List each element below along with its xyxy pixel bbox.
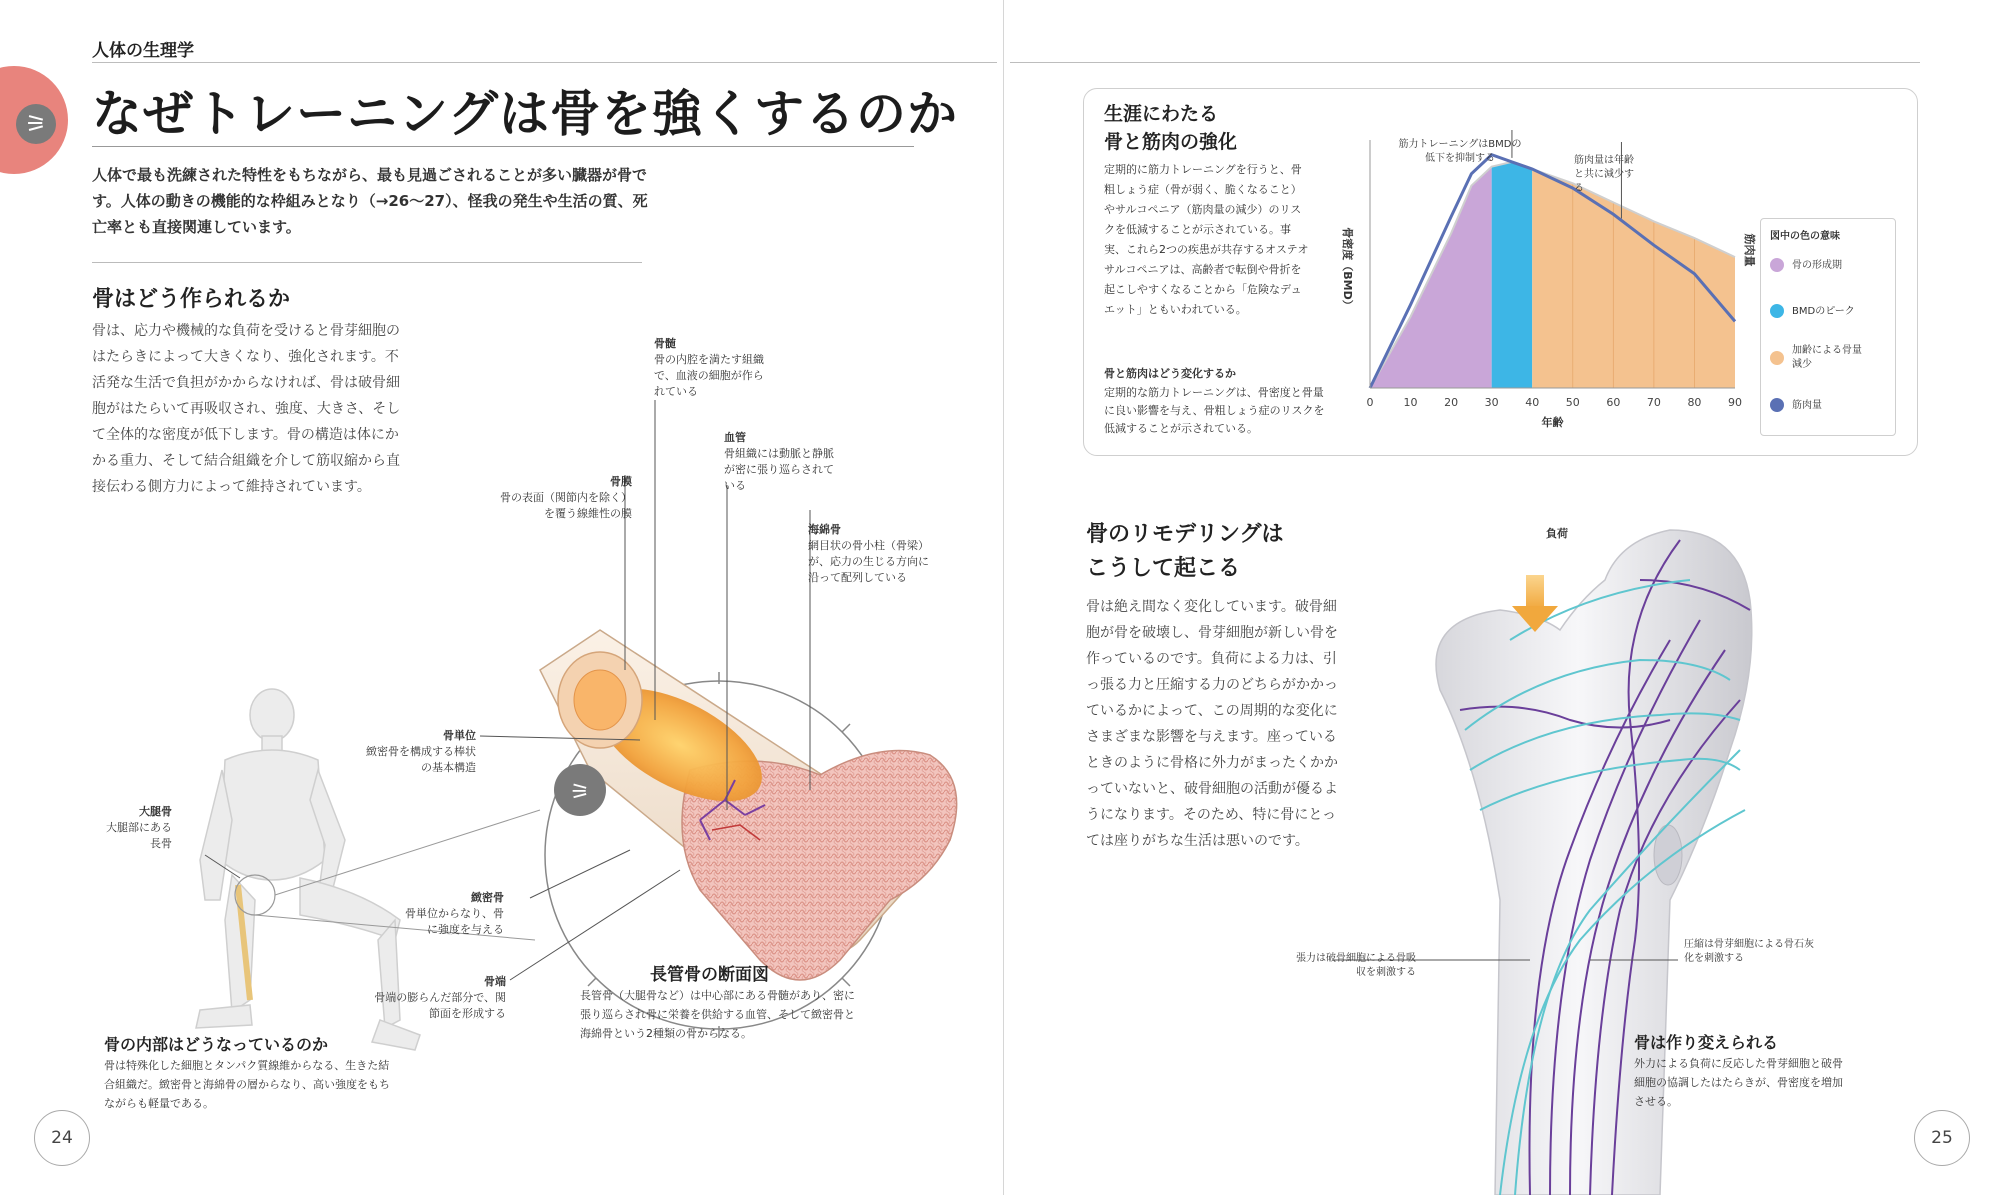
label-epiphysis-desc: 骨端の膨らんだ部分で、関節面を形成する <box>374 991 506 1020</box>
heading-remodel <box>1086 518 1284 586</box>
chart-x-tick-9: 90 <box>1728 396 1742 409</box>
page-gutter <box>1003 0 1004 1195</box>
compression-label: 圧縮は骨芽細胞による骨石灰化を刺激する <box>1684 939 1814 964</box>
title-rule <box>92 146 914 147</box>
chart-x-tick-0: 0 <box>1366 396 1374 409</box>
label-femur-desc: 大腿部にある長骨 <box>106 821 172 850</box>
label-periosteum <box>494 474 632 522</box>
legend-item-muscle <box>1770 398 1888 413</box>
annotation-peak: 筋力トレーニングはBMDの低下を抑制する <box>1398 139 1522 164</box>
page-number-left: 24 <box>34 1110 90 1166</box>
label-femur-title: 大腿骨 <box>139 805 172 818</box>
label-spongy-title: 海綿骨 <box>808 523 841 536</box>
chart-x-label: 年齢 <box>1541 416 1564 429</box>
legend-item-decline <box>1770 344 1888 372</box>
legend-label-muscle: 筋肉量 <box>1792 400 1822 411</box>
label-femur <box>96 804 172 852</box>
label-marrow-desc: 骨の内腔を満たす組織で、血液の細胞が作られている <box>654 353 764 398</box>
page-title: なぜトレーニングは骨を強くするのか <box>92 85 958 143</box>
header-rule-left <box>92 62 997 63</box>
bone-illustration <box>0 300 1000 1080</box>
legend-title: 図中の色の意味 <box>1770 231 1840 242</box>
label-osteon-title: 骨単位 <box>443 729 476 742</box>
label-epiphysis <box>366 974 506 1022</box>
section-label: 人体の生理学 <box>92 41 194 61</box>
chart-box-desc: 定期的に筋力トレーニングを行うと、骨粗しょう症（骨が弱く、脆くなること）やサルコペニア（筋肉量の減少）のリスクを低減することが示されている。事実、これら2つの疾患が共存するオステオサルコペニアは、高齢者で転倒や骨折を起こしやすくなることから「危険なデュエット」ともいわれている。 <box>1104 163 1309 316</box>
chart-x-tick-3: 30 <box>1484 396 1499 409</box>
chart-x-tick-2: 20 <box>1444 396 1459 409</box>
load-label: 負荷 <box>1546 527 1568 540</box>
legend-swatch-decline <box>1770 351 1784 365</box>
tension-label: 張力は破骨細胞による骨吸収を刺激する <box>1296 953 1416 978</box>
label-spongy <box>808 522 934 586</box>
chart-box-subtitle: 骨と筋肉はどう変化するか <box>1104 367 1236 380</box>
chart-x-tick-4: 40 <box>1525 396 1540 409</box>
chart-x-tick-5: 50 <box>1565 396 1580 409</box>
body-remodel: 骨は絶え間なく変化しています。破骨細胞が骨を破壊し、骨芽細胞が新しい骨を作っているのです。負荷による力は、引っ張る力と圧縮する力のどちらがかかっているかによって、この周期的な変化にさまざまな影響を与えます。座っているときのように骨格に外力がまったくかかっていないと、破骨細胞の活動が優るようになります。そのため、特に骨にとっては座りがちな生活は悪いのです。 <box>1086 599 1338 849</box>
chart-phase-1 <box>1492 162 1533 388</box>
inside-title: 骨の内部はどうなっているのか <box>104 1035 329 1054</box>
label-spongy-desc: 網目状の骨小柱（骨梁）が、応力の生じる方向に沿って配列している <box>808 539 929 584</box>
chart-box-title <box>1104 100 1237 156</box>
load-arrow <box>1526 575 1544 609</box>
legend-label-formation: 骨の形成期 <box>1792 260 1842 271</box>
heading-remodel-line1: 骨のリモデリングは <box>1086 522 1284 547</box>
legend-label-peak: BMDのピーク <box>1792 306 1855 317</box>
label-marrow-title: 骨髄 <box>654 337 676 350</box>
chart-box-title-line1: 生涯にわたる <box>1104 103 1219 125</box>
chart-phase-2 <box>1532 169 1735 388</box>
chart-x-tick-7: 70 <box>1646 396 1661 409</box>
label-compact-desc: 骨単位からなり、骨に強度を与える <box>405 907 504 936</box>
label-periosteum-desc: 骨の表面（関節内を除く）を覆う線維性の膜 <box>500 491 632 520</box>
label-periosteum-title: 骨膜 <box>610 475 632 488</box>
label-osteon <box>362 728 476 776</box>
legend-swatch-formation <box>1770 258 1784 272</box>
legend-label-decline: 加齢による骨量減少 <box>1792 345 1862 370</box>
label-marrow <box>654 336 772 400</box>
inside-desc: 骨は特殊化した細胞とタンパク質線維からなる、生きた結合組織だ。緻密骨と海綿骨の層からなり、高い強度をもちながらも軽量である。 <box>104 1059 390 1110</box>
label-vessel <box>724 430 834 494</box>
label-vessel-desc: 骨組織には動脈と静脈が密に張り巡らされている <box>724 447 834 492</box>
annotation-muscle: 筋肉量は年齢と共に減少する <box>1574 155 1634 194</box>
legend-swatch-peak <box>1770 304 1784 318</box>
bmd-chart <box>1330 130 1756 430</box>
chart-x-tick-6: 60 <box>1606 396 1621 409</box>
legend-swatch-muscle <box>1770 398 1784 412</box>
label-compact <box>398 890 504 938</box>
ribcage-icon: ⚞ <box>16 104 56 144</box>
label-osteon-desc: 緻密骨を構成する棒状の基本構造 <box>366 745 476 774</box>
chart-box-title-line2: 骨と筋肉の強化 <box>1104 131 1238 153</box>
rebuilt-title: 骨は作り変えられる <box>1634 1033 1779 1052</box>
header-rule-right <box>1010 62 1920 63</box>
label-vessel-title: 血管 <box>724 431 746 444</box>
heading-remodel-line2: こうして起こる <box>1086 556 1241 581</box>
chart-box-subdesc: 定期的な筋力トレーニングは、骨密度と骨量に良い影響を与え、骨粗しょう症のリスクを低減することが示されている。 <box>1104 386 1325 435</box>
heading-bone-made: 骨はどう作られるか <box>92 287 291 312</box>
cross-section-desc: 長管骨（大腿骨など）は中心部にある骨髄があり、密に張り巡らされ骨に栄養を供給する血管、そして緻密骨と海綿骨という2種類の骨からなる。 <box>580 989 855 1040</box>
intro-text: 人体で最も洗練された特性をもちながら、最も見過ごされることが多い臓器が骨です。人体の動きの機能的な枠組みとなり（→26〜27）、怪我の発生や生活の質、死亡率とも直接関連しています。 <box>92 166 648 236</box>
chart-y-label: 骨密度（BMD） <box>1341 227 1354 311</box>
legend-item-peak <box>1770 304 1888 319</box>
cross-section-title: 長管骨の断面図 <box>650 965 769 985</box>
body-bone-made: 骨は、応力や機械的な負荷を受けると骨芽細胞のはたらきによって大きくなり、強化されます。不活発な生活で負担がかからなければ、骨は破骨細胞がはたらいて再吸収され、強度、大きさ、そして全体的な密度が低下します。骨の構造は体にかかる重力、そして結合組織を介して筋収縮から直接伝わる側方力によって維持されています。 <box>92 323 401 495</box>
svg-text:⚞: ⚞ <box>570 780 590 805</box>
chart-y2-label: 筋肉量 <box>1743 233 1756 267</box>
label-epiphysis-title: 骨端 <box>484 975 506 988</box>
label-compact-title: 緻密骨 <box>471 891 504 904</box>
chart-x-tick-8: 80 <box>1687 396 1702 409</box>
page-number-right: 25 <box>1914 1110 1970 1166</box>
legend-item-formation <box>1770 258 1888 273</box>
section-rule <box>92 262 642 263</box>
chart-x-tick-1: 10 <box>1403 396 1418 409</box>
rebuilt-desc: 外力による負荷に反応した骨芽細胞と破骨細胞の協調したはたらきが、骨密度を増加させる。 <box>1634 1057 1843 1108</box>
